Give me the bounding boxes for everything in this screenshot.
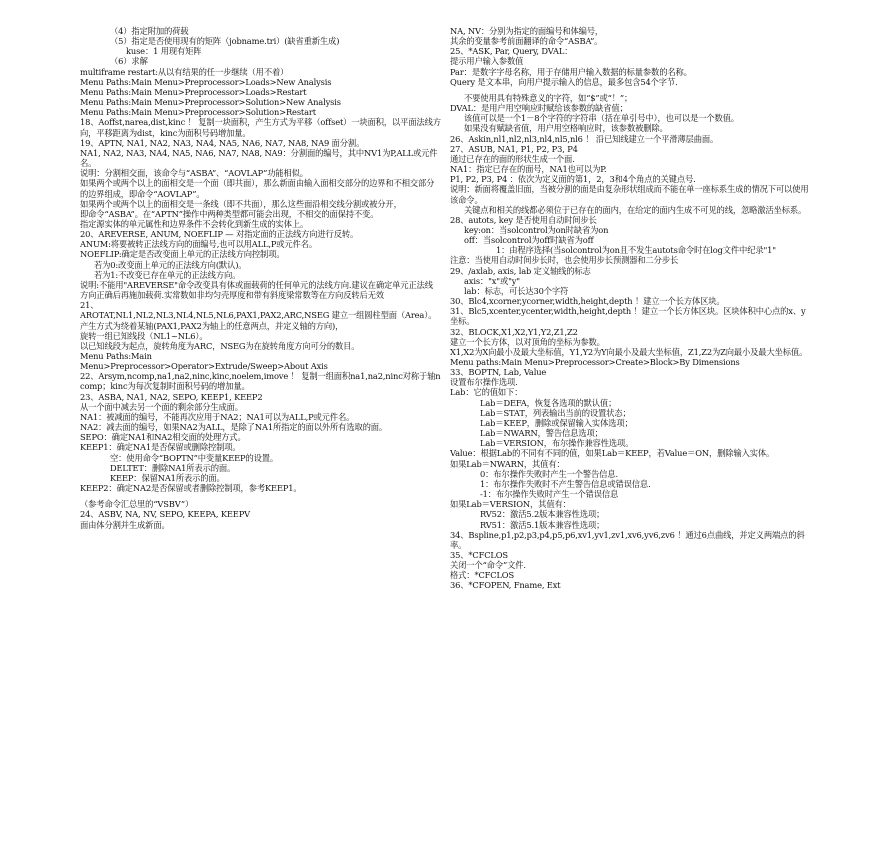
text-line: （6）求解 [110,56,148,67]
text-line: 26、Askin,nl1,nl2,nl3,nl4,nl5,nl6 ！ 沿已知线建立一个平滑薄层曲面。 [450,133,719,144]
text-line: 1：布尔操作失败时不产生警告信息或错误信息. [480,478,651,489]
text-line: Lab＝VERSION，布尔操作兼容性选项。 [480,438,634,449]
text-line: NA1：指定已存在的面号，NA1也可以为P. [450,164,607,175]
text-line: RV52：激活5.2版本兼容性选项； [480,509,605,520]
text-line: 18、Aoffst,narea,dist,kinc ！ 复制一块面积，产生方式为平移（offset）一块面积，以平面法线方向，平移距离为dist，kinc为面积号码增加量。 [80,117,441,138]
text-line: 30、Blc4,xcorner,ycorner,width,height,depth ！建立一个长方体区块。 [450,296,725,307]
text-line: 28、autots, key 是否使用自动时间步长 [450,214,597,225]
text-line: NOEFLIP:确定是否改变面上单元的正法线方向控制项。 [80,249,285,260]
text-line: 产生方式为绕着某轴(PAX1,PAX2为轴上的任意两点，并定义轴的方向)， [80,320,344,331]
text-line: 22、Arsym,ncomp,na1,na2,ninc,kinc,noelem,imove ！ 复制一组面积na1,na2,ninc对称于轴ncomp；kinc为每次复制时面积号码的增加量。 [80,371,441,392]
text-line: 34、Bspline,p1,p2,p3,p4,p5,p6,xv1,yv1,zv1,xv6,yv6,zv6 ！通过6点曲线，并定义两端点的斜率。 [450,529,805,550]
text-line: NA2：减去面的编号，如果NA2为ALL，是除了NA1所指定的面以外所有选取的面。 [80,422,388,433]
text-line: 23、ASBA, NA1, NA2, SEPO, KEEP1, KEEP2 [80,391,263,402]
text-line: DELTET：删除NA1所表示的面。 [110,462,236,473]
text-line: 面由体分割并生成新面。 [80,519,170,530]
text-line: 19、APTN, NA1, NA2, NA3, NA4, NA5, NA6, NA7, NA8, NA9 面分割。 [80,137,365,148]
text-line: ANUM:将要被转正法线方向的面编号,也可以用ALL,P或元件名。 [80,239,317,250]
right-column [450,26,812,591]
text-line: 29、/axlab, axis, lab 定义轴线的标志 [450,265,591,276]
text-line: 若为0:改变面上单元的正法线方向(默认)。 [94,259,247,270]
text-line: Menu Paths:Main Menu>Preprocessor>Solution>New Analysis [80,97,341,108]
text-line: 如果Lab＝VERSION，其值有： [450,499,571,510]
text-line: Menu Paths:Main Menu>Preprocessor>Loads>Restart [80,86,307,97]
text-line: Menu Paths:Main [80,351,152,361]
text-line: KEEP：保留NA1所表示的面。 [110,472,225,483]
text-line: 21、 [80,300,99,311]
text-line: 31、Blc5,xcenter,ycenter,width,height,depth ！建立一个长方体区块。区块体积中心点的x、y坐标。 [450,306,806,327]
text-line: X1,X2为X向最小及最大坐标值，Y1,Y2为Y向最小及最大坐标值，Z1,Z2为Z向最小及最大坐标值。 [450,346,808,357]
text-line: （5）指定是否使用现有的矩阵（jobname.tri）(缺省重新生成) [110,36,340,47]
text-line: 建立一个长方体，以对顶角的坐标为参数。 [450,336,605,347]
text-line: Lab＝NWARN，警告信息选项； [480,428,603,439]
text-line: KEEP1：确定NA1是否保留或删除控制项。 [80,442,241,453]
text-line: multiframe restart:从以有结果的任一步继续（用不着） [80,66,289,77]
text-line: Menu Paths:Main Menu>Preprocessor>Loads>New Analysis [80,76,332,87]
text-line: 如果没有赋缺省值，用户用空格响应时，该参数被删除。 [464,123,668,134]
text-line: 通过已存在的面的形状生成一个面. [450,153,575,164]
text-line: Value：根据Lab的不同有不同的值，如果Lab＝KEEP，若Value＝ON，删除输入实体。 [450,448,775,459]
text-line: 格式：*CFCLOS [450,570,514,581]
text-line: 如果两个或两个以上的面相交是一条线（即不共面），那么这些面沿相交线分割或被分开， [80,198,402,209]
text-line: Lab：它的值如下： [450,387,523,398]
text-line: （参考命令汇总里的“VSBV”） [80,499,194,510]
text-line: 关闭一个“命令”文件. [450,560,526,571]
text-line: Lab＝DEFA，恢复各选项的默认值； [480,397,617,408]
text-line: 以已知线段为起点，旋转角度为ARC，NSEG为在旋转角度方向可分的数目。 [80,340,360,351]
text-line: 说明:不能用"AREVERSE"命令改变具有体或面载荷的任何单元的法线方向.建议在确定单元正法线 [80,279,433,290]
text-line: 设置布尔操作选项. [450,377,518,388]
text-line: AROTAT,NL1,NL2,NL3,NL4,NL5,NL6,PAX1,PAX2,ARC,NSEG 建立一组圆柱型面（Area）。 [80,310,437,321]
text-line: 说明：分割相交面，该命令与“ASBA”、“AOVLAP”功能相似。 [80,168,308,179]
text-line: Query 是文本串，向用户提示输入的信息，最多包含54个字节. [450,76,678,87]
text-line: 24、ASBV, NA, NV, SEPO, KEEPA, KEEPV [80,509,250,520]
text-line: axis："x"或"y" [464,275,520,286]
text-line: 说明：新面将覆盖旧面，当被分割的面是由复杂形状组成而不能在单一座标系生成的情况下可以使用该命令。 [450,184,809,205]
left-column [80,26,442,530]
text-line: Lab＝STAT，列表输出当前的设置状态； [480,407,631,418]
text-line: 36、*CFOPEN, Fname, Ext [450,580,561,591]
text-line: 旋转一组已知线段（NL1~NL6）。 [80,330,208,341]
text-line: Menu Paths:Main Menu>Preprocessor>Solution>Restart [80,107,316,118]
text-line: NA, NV：分别为指定的面编号和体编号， [450,26,604,36]
text-line: 提示用户输入参数值 [450,56,524,67]
text-line: Par：是数字字母名称，用于存储用户输入数据的标量参数的名称。 [450,66,692,77]
text-line: Menu paths:Main Menu>Preprocessor>Create>Block>By Dimensions [450,357,740,367]
text-line: NA1, NA2, NA3, NA4, NA5, NA6, NA7, NA8, NA9：分割面的编号，其中NV1为P,ALL或元件名。 [80,147,438,169]
text-line: 0：布尔操作失败时产生一个警告信息. [480,468,618,479]
text-line: 其余的变量参考前面翻译的命令“ASBA”。 [450,36,603,47]
text-line: 方向正确后再施加载荷.实常数如非均匀壳厚度和带有斜度梁常数等在方向反转后无效 [80,290,384,301]
text-line: off：当solcontrol为off时缺省为off [464,235,594,246]
text-line: 即命令“ASBA”。在“APTN”操作中两种类型都可能会出现，不相交的面保持不变。 [80,208,379,219]
text-line: P1, P2, P3, P4 ：依次为定义面的第1，2，3和4个角点的关键点号. [450,174,696,185]
text-line: 20、AREVERSE, ANUM, NOEFLIP — 对指定面的正法线方向进行反转。 [80,229,359,240]
text-line: 32、BLOCK,X1,X2,Y1,Y2,Z1,Z2 [450,326,578,337]
text-line: KEEP2：确定NA2是否保留或者删除控制项，参考KEEP1。 [80,483,302,494]
text-line: 注意：当使用自动时间步长时，也会使用步长预测器和二分步长 [450,255,679,266]
text-line: Lab＝KEEP，删除或保留输入实体选项； [480,417,633,428]
text-line: 1：由程序选择(当solcontrol为on且不发生autots命令时在log文件中纪录"1" [496,245,776,256]
text-line: 从一个面中减去另一个面的剩余部分生成面。 [80,401,243,412]
text-line: kuse：1 用现有矩阵 [126,46,202,57]
text-line: 27、ASUB, NA1, P1, P2, P3, P4 [450,143,578,154]
text-line: Menu>Preprocessor>Operator>Extrude/Sweep>About Axis [80,361,328,372]
text-line: 33、BOPTN, Lab, Value [450,367,547,378]
text-line: key:on：当solcontrol为on时缺省为on [464,224,609,235]
text-line: 如果两个或两个以上的面相交是一个面（即共面），那么新面由输入面相交部分的边界和不相交部分的边界组成，即命令“AOVLAP”。 [80,178,435,199]
text-line: 指定源实体的单元属性和边界条件不会转化到新生成的实体上。 [80,218,309,229]
text-line: 若为1:不改变已存在单元的正法线方向。 [94,269,241,280]
text-line: 不要使用具有特殊意义的字符，如“$”或“！”； [464,92,633,103]
text-line: 空：使用命令“BOPTN”中变量KEEP的设置。 [110,452,279,463]
text-line: lab：标志，可长达30个字符 [464,285,569,296]
text-line: RV51：激活5.1版本兼容性选项； [480,519,605,530]
text-line: 如果Lab＝NWARN，其值有： [450,458,565,469]
text-line: 35、*CFCLOS [450,549,508,560]
text-line: 关键点和相关的线都必须位于已存在的面内，在给定的面内生成不可见的线，忽略激活坐标系。 [464,204,807,215]
text-line: 25、*ASK, Par, Query, DVAL： [450,46,573,57]
text-line: -1：布尔操作失败时产生一个错误信息 [480,489,619,500]
text-line: （4）指定附加的荷载 [110,26,189,36]
text-line: NA1：被减面的编号，不能再次应用于NA2；NA1可以为ALL,P或元件名。 [80,411,355,422]
text-line: DVAL：是用户用空响应时赋给该参数的缺省值； [450,103,628,114]
text-line: SEPO：确定NA1和NA2相交面的处理方式。 [80,432,246,443]
text-line: 该值可以是一个1－8个字符的字符串（括在单引号中），也可以是一个数值。 [464,113,739,124]
